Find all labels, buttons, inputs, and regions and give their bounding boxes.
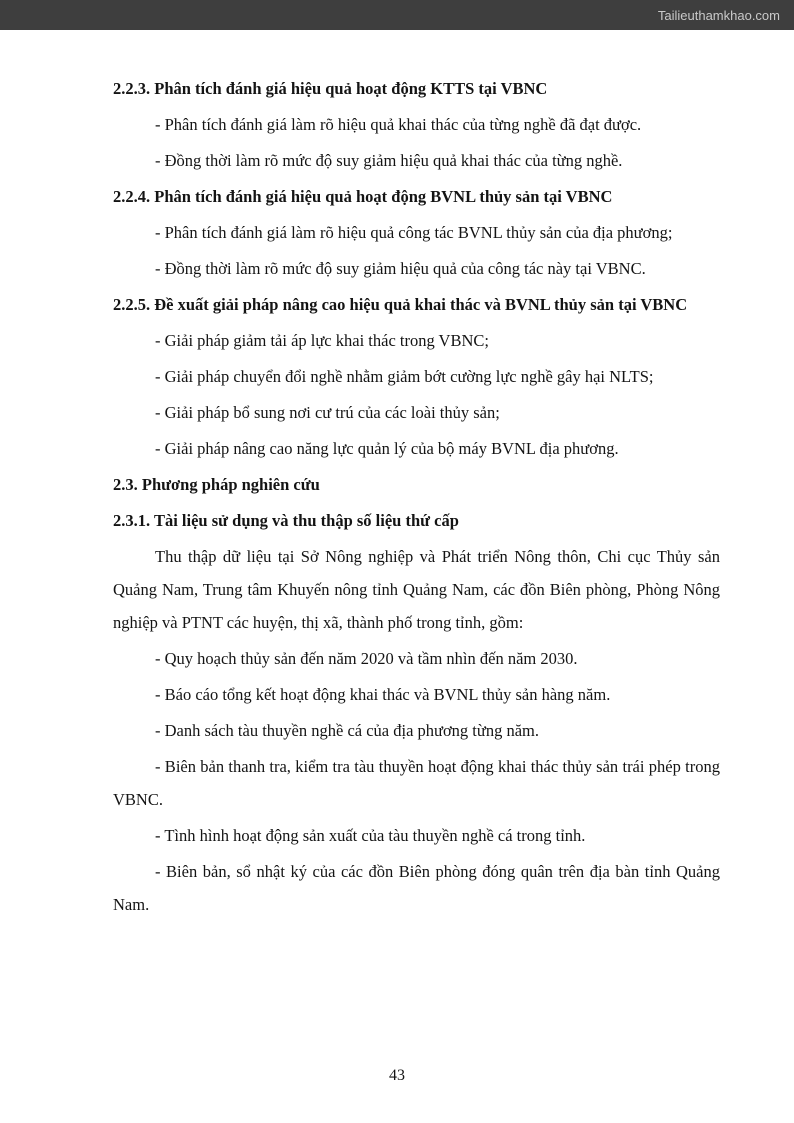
list-item: - Biên bản, sổ nhật ký của các đồn Biên phòng đóng quân trên địa bàn tỉnh Quảng Nam.	[113, 862, 720, 914]
list-item: - Phân tích đánh giá làm rõ hiệu quả khai thác của từng nghề đã đạt được.	[155, 115, 642, 134]
list-item: - Báo cáo tổng kết hoạt động khai thác và BVNL thủy sản hàng năm.	[155, 685, 611, 704]
list-item: - Tình hình hoạt động sản xuất của tàu thuyền nghề cá trong tỉnh.	[155, 826, 586, 845]
page-number: 43	[389, 1067, 405, 1084]
section-heading: 2.3.1. Tài liệu sử dụng và thu thập số liệu thứ cấp	[113, 511, 459, 530]
list-item: - Giải pháp nâng cao năng lực quản lý của bộ máy BVNL địa phương.	[155, 439, 619, 458]
list-item: - Giải pháp chuyển đổi nghề nhằm giảm bớt cường lực nghề gây hại NLTS;	[155, 367, 654, 386]
list-item: - Quy hoạch thủy sản đến năm 2020 và tầm nhìn đến năm 2030.	[155, 649, 578, 668]
watermark-link[interactable]: Tailieuthamkhao.com	[657, 7, 780, 23]
header-bar	[0, 0, 794, 30]
list-item: - Phân tích đánh giá làm rõ hiệu quả công tác BVNL thủy sản của địa phương;	[155, 223, 673, 242]
list-item: - Biên bản thanh tra, kiểm tra tàu thuyền hoạt động khai thác thủy sản trái phép trong VBNC.	[113, 757, 720, 809]
section-heading: 2.2.4. Phân tích đánh giá hiệu quả hoạt động BVNL thủy sản tại VBNC	[113, 187, 613, 206]
paragraph: Thu thập dữ liệu tại Sở Nông nghiệp và Phát triển Nông thôn, Chi cục Thủy sản Quảng Nam, Trung tâm Khuyến nông tỉnh Quảng Nam, các đồn Biên phòng, Phòng Nông nghiệp và PTNT các huyện, thị xã, thành phố trong tỉnh, gồm:	[113, 547, 720, 632]
list-item: - Đồng thời làm rõ mức độ suy giảm hiệu quả của công tác này tại VBNC.	[155, 259, 646, 278]
section-heading: 2.2.3. Phân tích đánh giá hiệu quả hoạt động KTTS tại VBNC	[113, 79, 548, 98]
document-content	[0, 30, 794, 924]
section-heading: 2.3. Phương pháp nghiên cứu	[113, 475, 320, 494]
list-item: - Danh sách tàu thuyền nghề cá của địa phương từng năm.	[155, 721, 539, 740]
list-item: - Đồng thời làm rõ mức độ suy giảm hiệu quả khai thác của từng nghề.	[155, 151, 623, 170]
list-item: - Giải pháp giảm tải áp lực khai thác trong VBNC;	[155, 331, 489, 350]
list-item: - Giải pháp bổ sung nơi cư trú của các loài thủy sản;	[155, 403, 500, 422]
section-heading: 2.2.5. Đề xuất giải pháp nâng cao hiệu quả khai thác và BVNL thủy sản tại VBNC	[113, 295, 688, 314]
